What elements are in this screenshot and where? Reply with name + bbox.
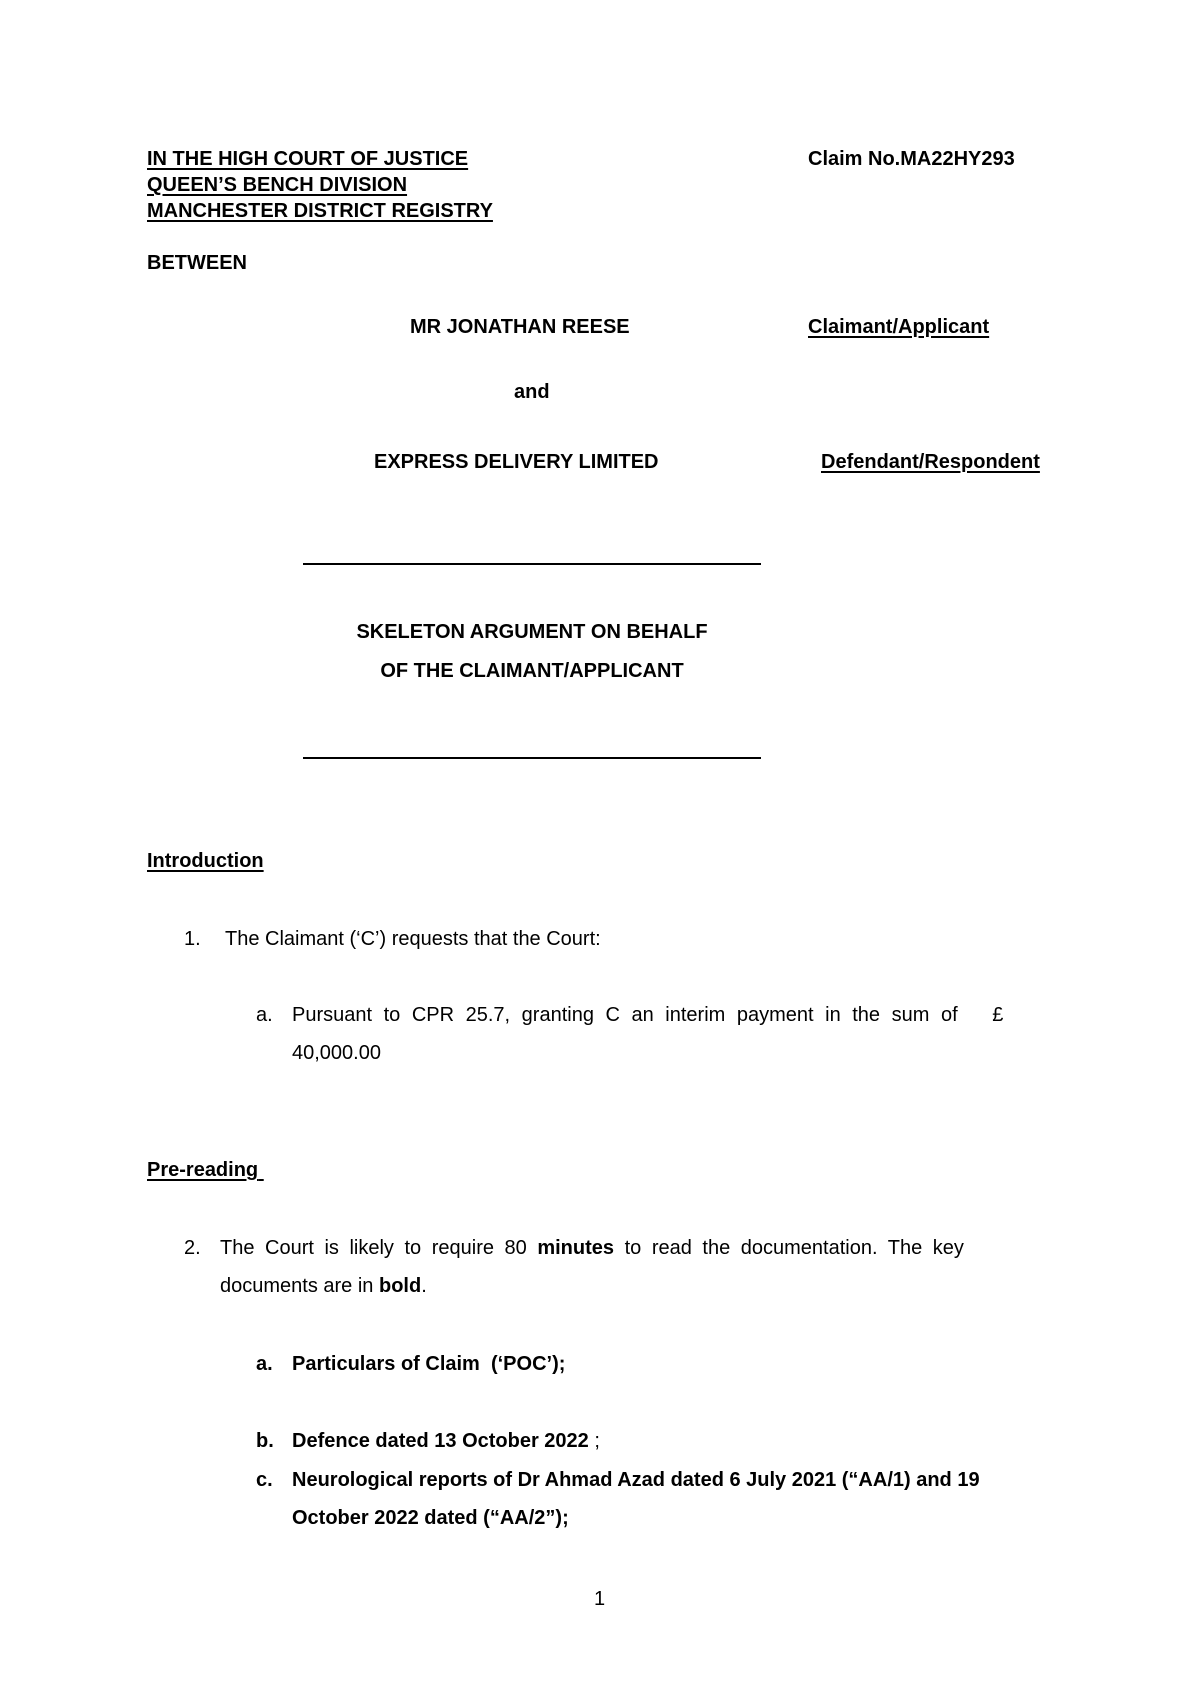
document-item-b-label: b. bbox=[256, 1430, 274, 1452]
between-label: BETWEEN bbox=[147, 252, 247, 274]
p2-text-c: documents are in bbox=[220, 1275, 379, 1297]
p2-bold-word: bold bbox=[378, 1275, 422, 1297]
and-label: and bbox=[514, 381, 550, 403]
paragraph-1a-line1: Pursuant to CPR 25.7, granting C an interim payment in the sum of £ bbox=[292, 1004, 1004, 1026]
p2-text-b: to read the documentation. The key bbox=[614, 1237, 964, 1259]
p2-text-d: . bbox=[421, 1275, 427, 1297]
document-item-a: Particulars of Claim (‘POC’); bbox=[292, 1353, 566, 1375]
prereading-heading-text: Pre-reading bbox=[147, 1159, 259, 1181]
document-item-c-label: c. bbox=[256, 1469, 273, 1491]
paragraph-1a-label: a. bbox=[256, 1004, 273, 1026]
paragraph-2-text bbox=[220, 1229, 1070, 1305]
title-line-1: SKELETON ARGUMENT ON BEHALF bbox=[356, 621, 708, 643]
paragraph-2-line1 bbox=[220, 1229, 1070, 1267]
court-division-line: QUEEN’S BENCH DIVISION bbox=[147, 174, 408, 196]
document-item-c-line1: Neurological reports of Dr Ahmad Azad dated 6 July 2021 (“AA/1) and 19 bbox=[292, 1469, 980, 1491]
title-line-2: OF THE CLAIMANT/APPLICANT bbox=[380, 660, 684, 682]
paragraph-2-line2 bbox=[220, 1267, 1070, 1305]
prereading-heading bbox=[147, 1159, 264, 1182]
paragraph-1a-line2: 40,000.00 bbox=[292, 1042, 381, 1064]
court-registry-line: MANCHESTER DISTRICT REGISTRY bbox=[147, 200, 493, 222]
paragraph-2-number: 2. bbox=[184, 1237, 201, 1259]
p2-text-a: The Court is likely to require 80 bbox=[220, 1237, 538, 1259]
paragraph-1-text: The Claimant (‘C’) requests that the Court: bbox=[225, 928, 601, 950]
page-number: 1 bbox=[594, 1588, 606, 1610]
title-rule-top bbox=[303, 563, 761, 565]
claimant-name: MR JONATHAN REESE bbox=[410, 316, 630, 338]
document-item-b-suffix: ; bbox=[588, 1430, 600, 1452]
claim-number: Claim No.MA22HY293 bbox=[808, 148, 1015, 170]
document-item-a-label: a. bbox=[256, 1353, 273, 1375]
defendant-name: EXPRESS DELIVERY LIMITED bbox=[374, 451, 659, 473]
paragraph-1-number: 1. bbox=[184, 928, 201, 950]
title-rule-bottom bbox=[303, 757, 761, 759]
defendant-role: Defendant/Respondent bbox=[821, 451, 1040, 473]
document-item-c-line2: October 2022 dated (“AA/2”); bbox=[292, 1507, 569, 1529]
introduction-heading: Introduction bbox=[147, 850, 264, 872]
document-item-b-text: Defence dated 13 October 2022 bbox=[292, 1430, 589, 1452]
document-item-c bbox=[292, 1461, 1092, 1537]
paragraph-1a-text bbox=[292, 996, 1064, 1072]
p2-bold-minutes: minutes bbox=[537, 1237, 615, 1259]
document-item-b bbox=[292, 1430, 600, 1453]
claimant-role: Claimant/Applicant bbox=[808, 316, 990, 338]
court-name-line: IN THE HIGH COURT OF JUSTICE bbox=[147, 148, 469, 170]
